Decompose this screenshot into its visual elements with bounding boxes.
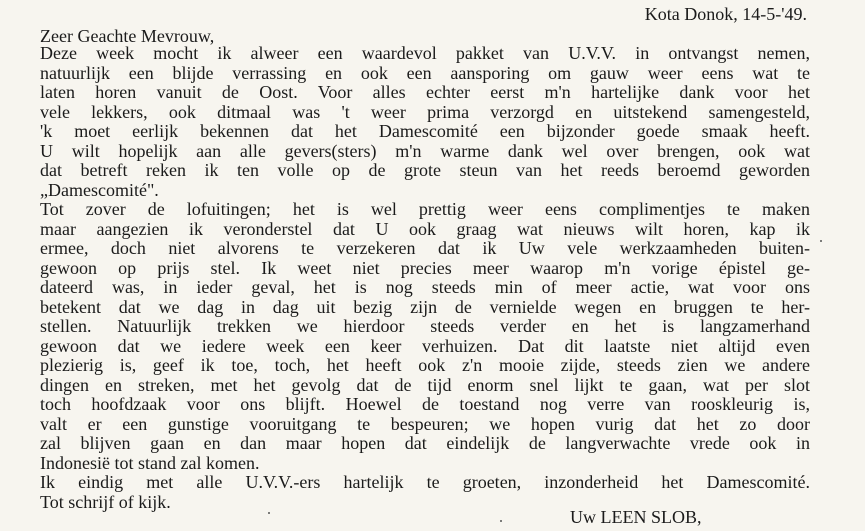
body-line: Tot schrijf of kijk. — [40, 491, 171, 512]
body-line: ermee, doch niet alvorens te verzekeren dat ik Uw vele werkzaamheden buiten- — [40, 238, 810, 258]
body-line: maar aangezien ik veronderstel dat U ook graag wat nieuws wilt horen, kap ik — [40, 218, 810, 239]
letter-body — [40, 44, 810, 512]
body-line: laten horen vanuit de Oost. Voor alles echter eerst m'n hartelijke dank voor het — [40, 82, 810, 102]
body-line: gewoon op prijs stel. Ik weet niet precies meer waarop m'n vorige épistel ge- — [40, 257, 810, 278]
letter-date: Kota Donok, 14-5-'49. — [644, 4, 807, 24]
body-line: plezierig is, geef ik toe, toch, het heeft ook z'n mooie zijde, steeds zien we andere — [40, 355, 810, 375]
body-line: dat betreft reken ik ten volle op de grote steun van het reeds beroemd geworden — [40, 160, 810, 180]
body-line: vele lekkers, ook ditmaal was 't weer prima verzorgd en uitstekend samengesteld, — [40, 101, 810, 122]
letter-signature: Uw LEEN SLOB, — [570, 507, 702, 527]
body-line: dateerd was, in ieder geval, het is nog steeds min of meer actie, wat voor ons — [40, 277, 810, 297]
paper-speck — [820, 240, 822, 242]
letter-salutation: Zeer Geachte Mevrouw, — [40, 26, 215, 46]
body-line: Ik eindig met alle U.V.V.-ers hartelijk te groeten, inzonderheid het Damescomité. — [40, 472, 810, 492]
body-line: natuurlijk een blijde verrassing en ook een aansporing om gauw weer eens wat te — [40, 62, 810, 83]
body-line: betekent dat we dag in dag uit bezig zijn de vernielde wegen en bruggen te her- — [40, 296, 810, 317]
paper-speck — [500, 520, 502, 522]
body-line: 'k moet eerlijk bekennen dat het Damescomité een bijzonder goede smaak heeft. — [40, 121, 810, 141]
body-line: gewoon dat we iedere week een keer verhuizen. Dat dit laatste niet altijd even — [40, 335, 810, 356]
body-line: valt er een gunstige vooruitgang te bespeuren; we hopen vurig dat het zo door — [40, 413, 810, 434]
paper-speck — [268, 512, 270, 514]
body-line: zal blijven gaan en dan maar hopen dat eindelijk de langverwachte vrede ook in — [40, 433, 810, 453]
body-line: dingen en streken, met het gevolg dat de tijd enorm snel lijkt te gaan, wat per slot — [40, 374, 810, 395]
body-line: Indonesië tot stand zal komen. — [40, 452, 260, 473]
body-line: Deze week mocht ik alweer een waardevol pakket van U.V.V. in ontvangst nemen, — [40, 43, 810, 63]
body-line: Tot zover de lofuitingen; het is wel prettig weer eens complimentjes te maken — [40, 199, 810, 219]
body-line: „Damescomité". — [40, 179, 159, 200]
body-line: U wilt hopelijk aan alle gevers(sters) m'n warme dank wel over brengen, ook wat — [40, 140, 810, 161]
body-line: stellen. Natuurlijk trekken we hierdoor steeds verder en het is langzamerhand — [40, 316, 810, 336]
body-line: toch hoofdzaak voor ons blijft. Hoewel de toestand nog verre van rooskleurig is, — [40, 394, 810, 414]
